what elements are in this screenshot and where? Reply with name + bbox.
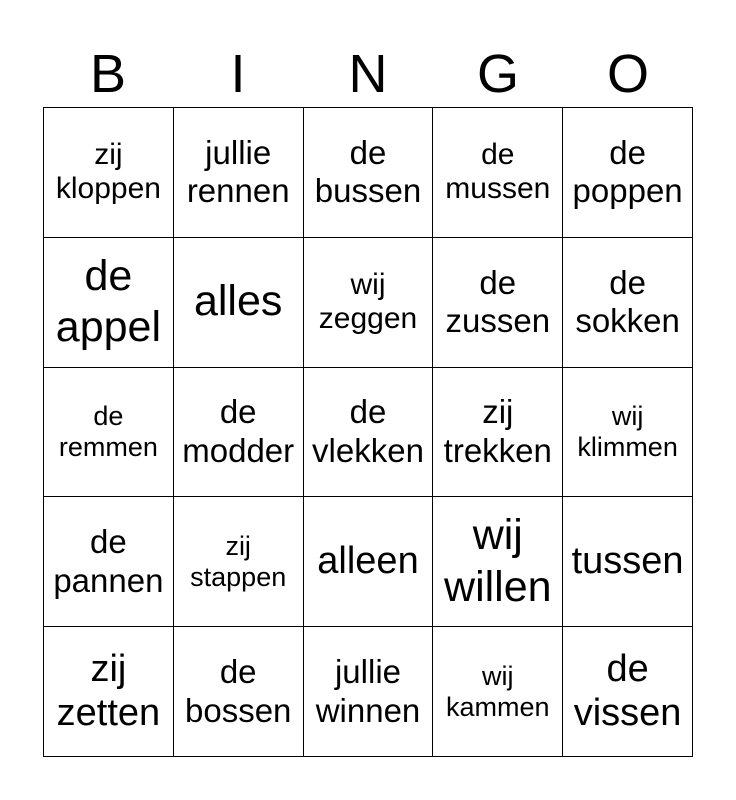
bingo-cell[interactable] [44,238,174,368]
cell-text: de modder [182,393,295,469]
cell-text: de bussen [314,133,422,210]
bingo-cell[interactable] [304,108,434,238]
cell-text: de vlekken [312,393,424,469]
cell-text: zij kloppen [55,137,161,206]
cell-text: jullie winnen [315,652,421,729]
cell-text: de zussen [445,263,551,340]
bingo-cell[interactable] [174,627,304,757]
cell-text: de sokken [575,263,680,340]
cell-text: de bossen [184,652,292,729]
bingo-header [43,40,693,108]
cell-text: de mussen [445,137,551,206]
cell-text: alles [193,277,283,326]
bingo-cell[interactable] [563,497,693,627]
bingo-cell[interactable] [174,497,304,627]
cell-text: de remmen [58,400,158,462]
bingo-cell[interactable] [563,238,693,368]
bingo-cell[interactable] [433,108,563,238]
bingo-card-grid [43,107,693,757]
bingo-cell[interactable] [44,108,174,238]
bingo-cell[interactable] [174,238,304,368]
cell-text: wij zeggen [318,267,418,336]
bingo-cell[interactable] [304,627,434,757]
cell-text: jullie rennen [186,133,290,210]
bingo-cell[interactable] [44,497,174,627]
bingo-cell[interactable] [304,238,434,368]
bingo-cell[interactable] [563,108,693,238]
bingo-cell[interactable] [44,368,174,498]
cell-text: zij stappen [190,530,287,592]
cell-text: zij trekken [443,393,552,469]
cell-text: alleen [317,539,419,582]
bingo-cell[interactable] [304,497,434,627]
cell-text: de poppen [572,133,683,210]
bingo-cell[interactable] [563,368,693,498]
cell-text: zij zetten [56,647,161,734]
cell-text: de pannen [53,523,164,599]
cell-text: de appel [55,251,161,352]
bingo-cell[interactable] [433,238,563,368]
header-letter-b: B [89,44,127,104]
bingo-cell[interactable] [174,108,304,238]
bingo-cell[interactable] [44,627,174,757]
header-letter-o: O [606,44,649,104]
cell-text: de vissen [573,647,682,734]
cell-text: wij kammen [446,660,550,722]
header-letter-i: I [230,44,246,104]
header-letter-n: N [348,44,388,104]
cell-text: tussen [571,539,684,582]
cell-text: wij willen [444,511,552,611]
bingo-cell[interactable] [304,368,434,498]
bingo-cell[interactable] [433,368,563,498]
bingo-cell[interactable] [174,368,304,498]
header-letter-g: G [476,44,519,104]
bingo-cell[interactable] [433,497,563,627]
bingo-cell[interactable] [433,627,563,757]
bingo-cell[interactable] [563,627,693,757]
cell-text: wij klimmen [577,400,678,462]
